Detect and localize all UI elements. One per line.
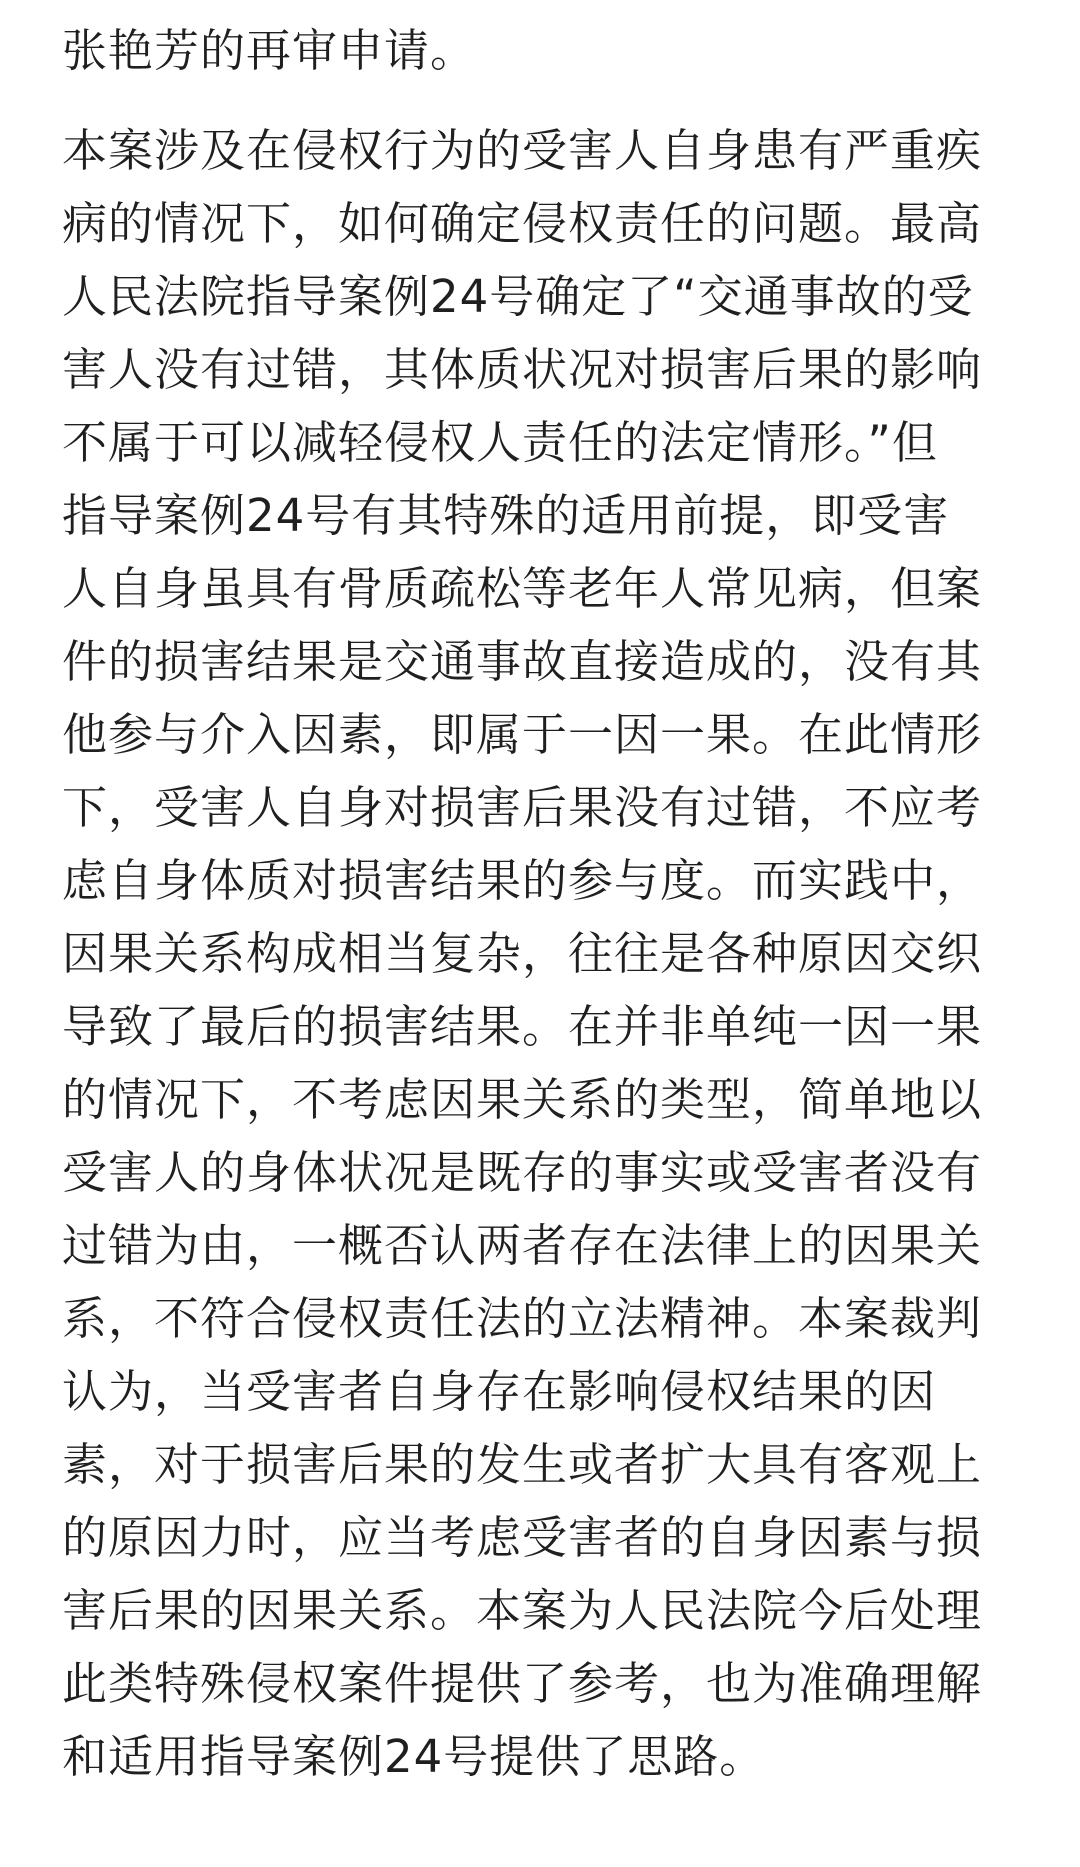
text-line: 害人没有过错，其体质状况对损害后果的影响 [62, 343, 983, 396]
paragraph-spacer [62, 87, 1038, 114]
article-body [62, 14, 1038, 1793]
text-line: 本案涉及在侵权行为的受害人自身患有严重疾 [62, 124, 983, 177]
text-line: 和适用指导案例24号提供了思路。 [62, 1730, 766, 1783]
text-line: 的原因力时，应当考虑受害者的自身因素与损 [62, 1511, 983, 1564]
text-line: 过错为由，一概否认两者存在法律上的因果关 [62, 1219, 983, 1272]
text-line: 虑自身体质对损害结果的参与度。而实践中， [62, 854, 983, 907]
text-line: 导致了最后的损害结果。在并非单纯一因一果 [62, 1000, 983, 1053]
text-line: 不属于可以减轻侵权人责任的法定情形。”但 [62, 416, 938, 469]
text-line: 他参与介入因素，即属于一因一果。在此情形 [62, 708, 983, 761]
text-line: 受害人的身体状况是既存的事实或受害者没有 [62, 1146, 983, 1199]
text-line: 的情况下，不考虑因果关系的类型，简单地以 [62, 1073, 983, 1126]
text-line: 人民法院指导案例24号确定了“交通事故的受 [62, 270, 974, 323]
text-line: 病的情况下，如何确定侵权责任的问题。最高 [62, 197, 983, 250]
text-line: 张艳芳的再审申请。 [62, 24, 477, 77]
text-line: 系，不符合侵权责任法的立法精神。本案裁判 [62, 1292, 983, 1345]
text-line: 害后果的因果关系。本案为人民法院今后处理 [62, 1584, 983, 1637]
text-line: 认为，当受害者自身存在影响侵权结果的因 [62, 1365, 937, 1418]
text-line: 下，受害人自身对损害后果没有过错，不应考 [62, 781, 983, 834]
text-line: 此类特殊侵权案件提供了参考，也为准确理解 [62, 1657, 983, 1710]
text-line: 素，对于损害后果的发生或者扩大具有客观上 [62, 1438, 983, 1491]
paragraph-2 [62, 114, 1038, 1793]
text-line: 件的损害结果是交通事故直接造成的，没有其 [62, 635, 983, 688]
text-line: 人自身虽具有骨质疏松等老年人常见病，但案 [62, 562, 983, 615]
paragraph-1 [62, 14, 1038, 87]
text-line: 因果关系构成相当复杂，往往是各种原因交织 [62, 927, 983, 980]
text-line: 指导案例24号有其特殊的适用前提，即受害 [62, 489, 950, 542]
